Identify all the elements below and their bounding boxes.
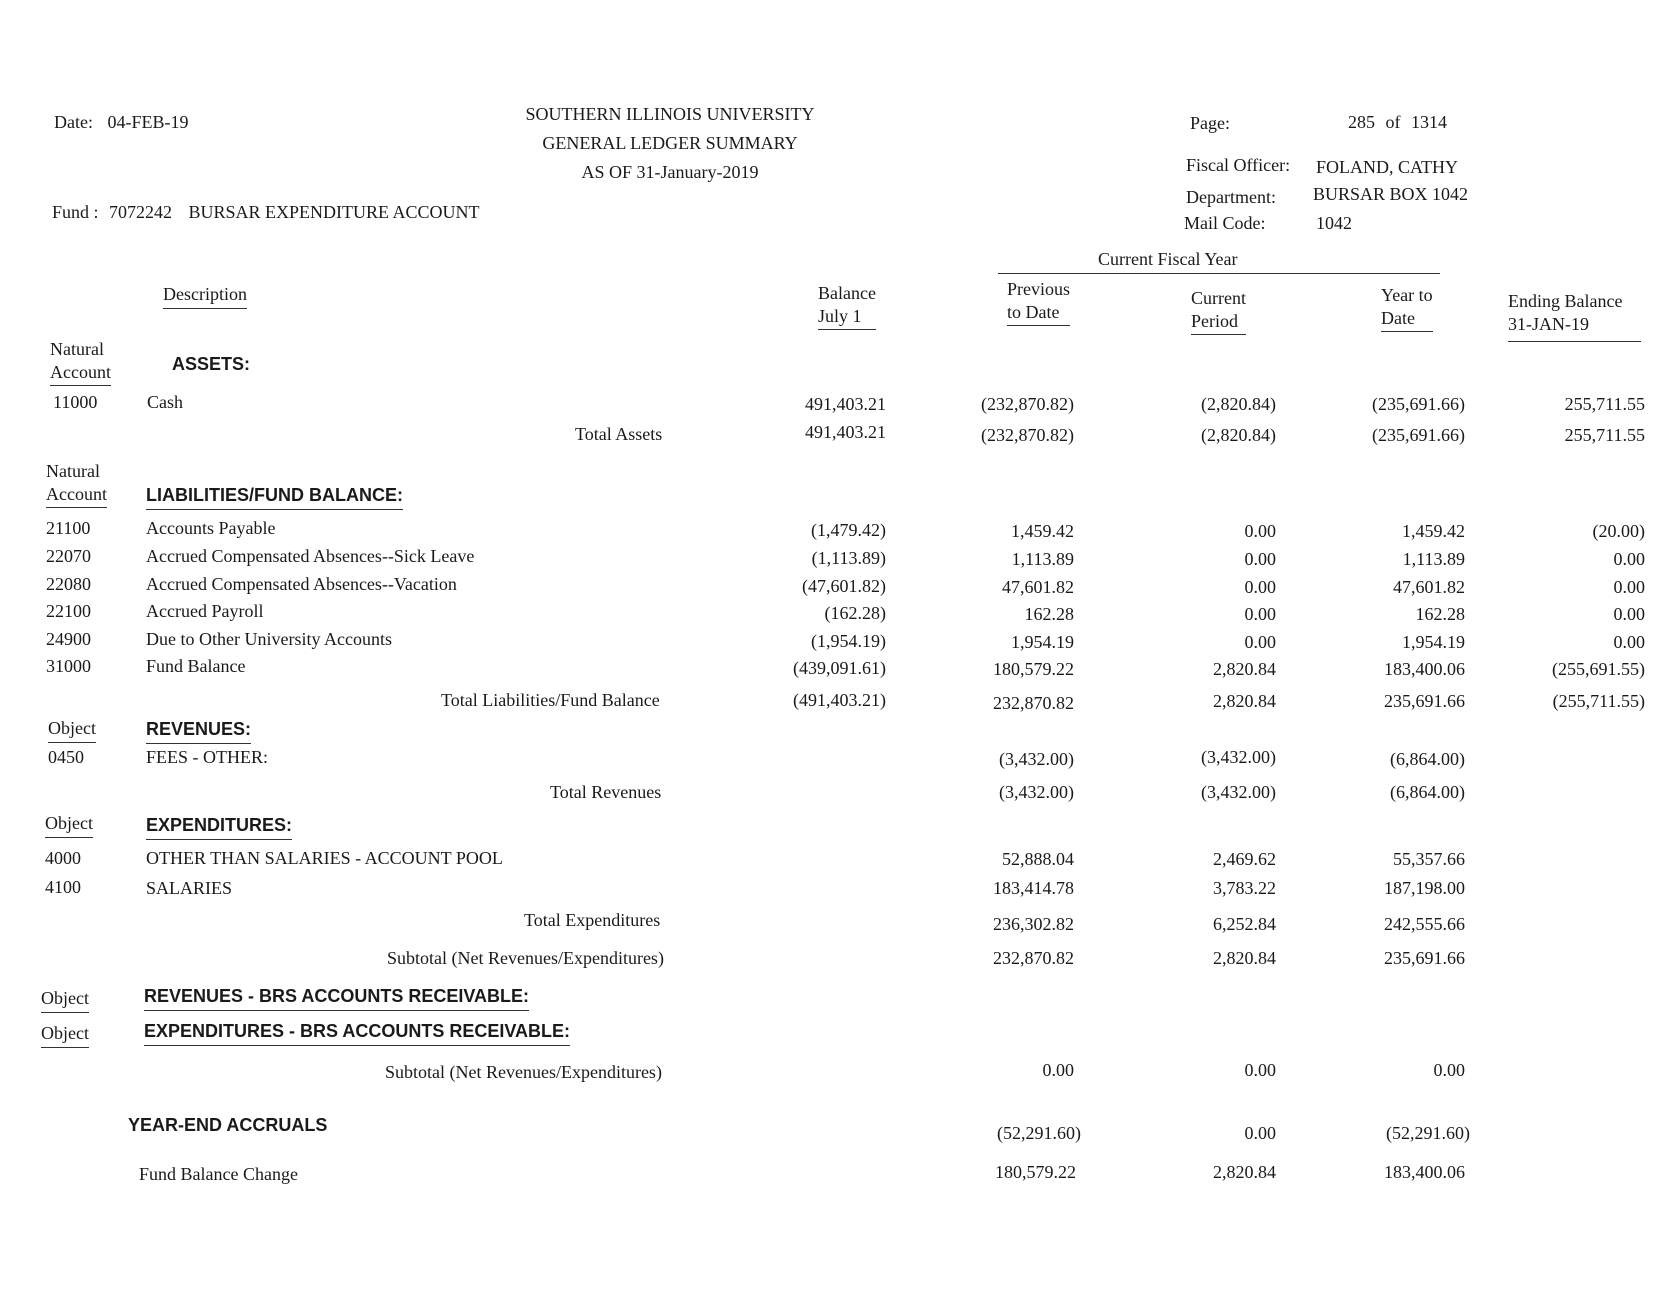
- year-end-accruals-heading: YEAR-END ACCRUALS: [128, 1115, 328, 1135]
- account-number: 11000: [53, 392, 98, 412]
- ytd-value: 1,459.42: [1402, 521, 1465, 541]
- ending-value: 0.00: [1613, 549, 1645, 569]
- current-period-header: [1191, 287, 1246, 335]
- ytd-value: 1,954.19: [1402, 632, 1465, 652]
- ytd-value: 235,691.66: [1384, 948, 1465, 968]
- balance-value: (1,954.19): [811, 631, 886, 651]
- previous-value: 232,870.82: [993, 693, 1074, 713]
- balance-value: (1,479.42): [811, 520, 886, 540]
- fund-balance-change-current: 2,820.84: [1213, 1162, 1276, 1182]
- ending-value: 255,711.55: [1564, 425, 1645, 445]
- balance-value: (47,601.82): [802, 576, 886, 596]
- ytd-value: 47,601.82: [1393, 577, 1465, 597]
- balance-header-line2: July 1: [818, 305, 876, 331]
- brs-revenues-object-label: Object: [41, 988, 89, 1013]
- total-label: Total Liabilities/Fund Balance: [441, 690, 660, 710]
- previous-value: 180,579.22: [993, 659, 1074, 679]
- liabilities-account-header: [46, 460, 107, 508]
- account-number: 22080: [46, 574, 91, 594]
- current-value: (2,820.84): [1201, 425, 1276, 445]
- fund-balance-change-ytd: 183,400.06: [1384, 1162, 1465, 1182]
- row-description: Due to Other University Accounts: [146, 629, 392, 649]
- revenues-heading: REVENUES:: [146, 719, 251, 744]
- brs-revenues-heading: REVENUES - BRS ACCOUNTS RECEIVABLE:: [144, 986, 529, 1011]
- fund-name: BURSAR EXPENDITURE ACCOUNT: [188, 202, 480, 222]
- account-number: 21100: [46, 518, 91, 538]
- previous-value: (3,432.00): [999, 782, 1074, 802]
- fiscal-officer-label: Fiscal Officer:: [1186, 155, 1291, 175]
- ytd-value: (6,864.00): [1390, 782, 1465, 802]
- page-current: 285: [1348, 112, 1375, 132]
- natural-label: Natural: [50, 339, 104, 359]
- ending-value: 0.00: [1613, 632, 1645, 652]
- department-value: BURSAR BOX 1042: [1313, 184, 1469, 204]
- balance-value: (162.28): [824, 603, 886, 623]
- fund-balance-change-label: Fund Balance Change: [139, 1164, 298, 1184]
- row-description: Accrued Compensated Absences--Sick Leave: [146, 546, 475, 566]
- date-value: 04-FEB-19: [107, 112, 189, 132]
- date-label: Date:: [54, 112, 93, 132]
- balance-july1-header: [818, 282, 876, 330]
- year-end-ytd: (52,291.60): [1386, 1123, 1470, 1143]
- account-number: 24900: [46, 629, 91, 649]
- fund-number: 7072242: [109, 202, 173, 222]
- current-value: (3,432.00): [1201, 782, 1276, 802]
- subtotal-label: Subtotal (Net Revenues/Expenditures): [385, 1062, 662, 1082]
- balance-value: 491,403.21: [805, 422, 886, 442]
- expenditures-object-label: Object: [45, 813, 93, 838]
- total-label: Total Revenues: [550, 782, 662, 802]
- ytd-value: (6,864.00): [1390, 749, 1465, 769]
- natural-label: Natural: [46, 461, 100, 481]
- ytd-header-line2: Date: [1381, 307, 1433, 333]
- expenditures-heading: EXPENDITURES:: [146, 815, 292, 840]
- previous-value: 0.00: [1042, 1060, 1074, 1080]
- current-fiscal-year-label: Current Fiscal Year: [1098, 249, 1238, 269]
- year-end-previous: (52,291.60): [997, 1123, 1081, 1143]
- previous-header-line2: to Date: [1007, 301, 1070, 327]
- account-label: Account: [46, 483, 107, 509]
- fiscal-year-rule: [998, 273, 1440, 274]
- balance-value: (439,091.61): [793, 658, 886, 678]
- mail-code-label: Mail Code:: [1184, 213, 1266, 233]
- previous-value: (3,432.00): [999, 749, 1074, 769]
- previous-value: 1,459.42: [1011, 521, 1074, 541]
- balance-value: 491,403.21: [805, 394, 886, 414]
- ending-balance-rule: [1508, 341, 1641, 342]
- ending-value: (255,711.55): [1552, 691, 1645, 711]
- report-name: GENERAL LEDGER SUMMARY: [542, 133, 798, 153]
- account-number: 22100: [46, 601, 91, 621]
- report-date: [54, 112, 188, 134]
- ytd-value: 183,400.06: [1384, 659, 1465, 679]
- ytd-value: (235,691.66): [1372, 425, 1465, 445]
- liabilities-heading: LIABILITIES/FUND BALANCE:: [146, 485, 403, 510]
- current-value: 0.00: [1244, 604, 1276, 624]
- report-title: [470, 100, 870, 187]
- row-description: FEES - OTHER:: [146, 747, 269, 767]
- ytd-value: 55,357.66: [1393, 849, 1465, 869]
- ytd-value: 1,113.89: [1402, 549, 1465, 569]
- ytd-value: 235,691.66: [1384, 691, 1465, 711]
- account-number: 0450: [48, 747, 84, 767]
- current-value: 6,252.84: [1213, 914, 1276, 934]
- current-value: 2,469.62: [1213, 849, 1276, 869]
- current-header-line1: Current: [1191, 288, 1246, 308]
- account-number: 4000: [45, 848, 81, 868]
- current-value: 0.00: [1244, 549, 1276, 569]
- fund-label: Fund :: [52, 202, 99, 222]
- current-value: 0.00: [1244, 632, 1276, 652]
- ytd-value: 242,555.66: [1384, 914, 1465, 934]
- previous-value: (232,870.82): [981, 425, 1074, 445]
- total-label: Total Assets: [575, 424, 663, 444]
- ending-value: 0.00: [1613, 604, 1645, 624]
- previous-value: 183,414.78: [993, 878, 1074, 898]
- previous-value: 232,870.82: [993, 948, 1074, 968]
- previous-value: 52,888.04: [1002, 849, 1074, 869]
- balance-header-line1: Balance: [818, 283, 876, 303]
- ending-value: (20.00): [1592, 521, 1645, 541]
- current-header-line2: Period: [1191, 310, 1246, 336]
- current-value: 2,820.84: [1213, 659, 1276, 679]
- brs-expenditures-heading: EXPENDITURES - BRS ACCOUNTS RECEIVABLE:: [144, 1021, 570, 1046]
- current-value: 2,820.84: [1213, 691, 1276, 711]
- page-label: Page:: [1190, 113, 1230, 133]
- current-value: 0.00: [1244, 521, 1276, 541]
- ending-value: (255,691.55): [1552, 659, 1645, 679]
- previous-value: 1,954.19: [1011, 632, 1074, 652]
- assets-account-header: [50, 338, 111, 386]
- previous-value: (232,870.82): [981, 394, 1074, 414]
- university-name: SOUTHERN ILLINOIS UNIVERSITY: [525, 104, 815, 124]
- balance-value: (1,113.89): [811, 548, 886, 568]
- row-description: Accounts Payable: [146, 518, 276, 538]
- row-description: SALARIES: [146, 878, 233, 898]
- as-of-date: AS OF 31-January-2019: [581, 162, 759, 182]
- account-label: Account: [50, 361, 111, 387]
- fiscal-officer-value: FOLAND, CATHY: [1316, 157, 1459, 177]
- current-value: 0.00: [1244, 577, 1276, 597]
- page-of: of: [1385, 112, 1401, 132]
- year-end-current: 0.00: [1244, 1123, 1276, 1143]
- subtotal-label: Subtotal (Net Revenues/Expenditures): [387, 948, 664, 968]
- total-label: Total Expenditures: [524, 910, 661, 930]
- previous-to-date-header: [1007, 278, 1070, 326]
- ending-value: 255,711.55: [1564, 394, 1645, 414]
- current-value: 2,820.84: [1213, 948, 1276, 968]
- mail-code-value: 1042: [1316, 213, 1352, 233]
- ytd-value: 0.00: [1433, 1060, 1465, 1080]
- ytd-header-line1: Year to: [1381, 285, 1433, 305]
- description-header: Description: [163, 284, 247, 309]
- account-number: 31000: [46, 656, 91, 676]
- brs-expenditures-object-label: Object: [41, 1023, 89, 1048]
- ending-header-line1: Ending Balance: [1508, 291, 1623, 311]
- current-value: 3,783.22: [1213, 878, 1276, 898]
- ending-header-line2: 31-JAN-19: [1508, 313, 1589, 334]
- ending-value: 0.00: [1613, 577, 1645, 597]
- current-value: 0.00: [1244, 1060, 1276, 1080]
- department-label: Department:: [1186, 187, 1276, 207]
- row-description: OTHER THAN SALARIES - ACCOUNT POOL: [146, 848, 503, 868]
- previous-header-line1: Previous: [1007, 279, 1070, 299]
- current-value: (3,432.00): [1201, 747, 1276, 767]
- previous-value: 236,302.82: [993, 914, 1074, 934]
- previous-value: 162.28: [1024, 604, 1074, 624]
- row-description: Fund Balance: [146, 656, 246, 676]
- ytd-value: (235,691.66): [1372, 394, 1465, 414]
- ytd-value: 162.28: [1415, 604, 1465, 624]
- previous-value: 47,601.82: [1002, 577, 1074, 597]
- current-value: (2,820.84): [1201, 394, 1276, 414]
- fund-info: [52, 202, 480, 224]
- page-total: 1314: [1411, 112, 1447, 132]
- balance-value: (491,403.21): [793, 690, 886, 710]
- ytd-value: 187,198.00: [1384, 878, 1465, 898]
- previous-value: 1,113.89: [1011, 549, 1074, 569]
- ending-balance-header: [1508, 290, 1622, 335]
- row-description: Accrued Payroll: [146, 601, 264, 621]
- row-description: Cash: [147, 392, 183, 412]
- page-number: [1348, 112, 1447, 134]
- assets-heading: ASSETS:: [172, 354, 251, 374]
- row-description: Accrued Compensated Absences--Vacation: [146, 574, 457, 594]
- year-to-date-header: [1381, 284, 1433, 332]
- revenues-object-label: Object: [48, 718, 96, 743]
- account-number: 4100: [45, 877, 81, 897]
- account-number: 22070: [46, 546, 91, 566]
- fund-balance-change-previous: 180,579.22: [995, 1162, 1076, 1182]
